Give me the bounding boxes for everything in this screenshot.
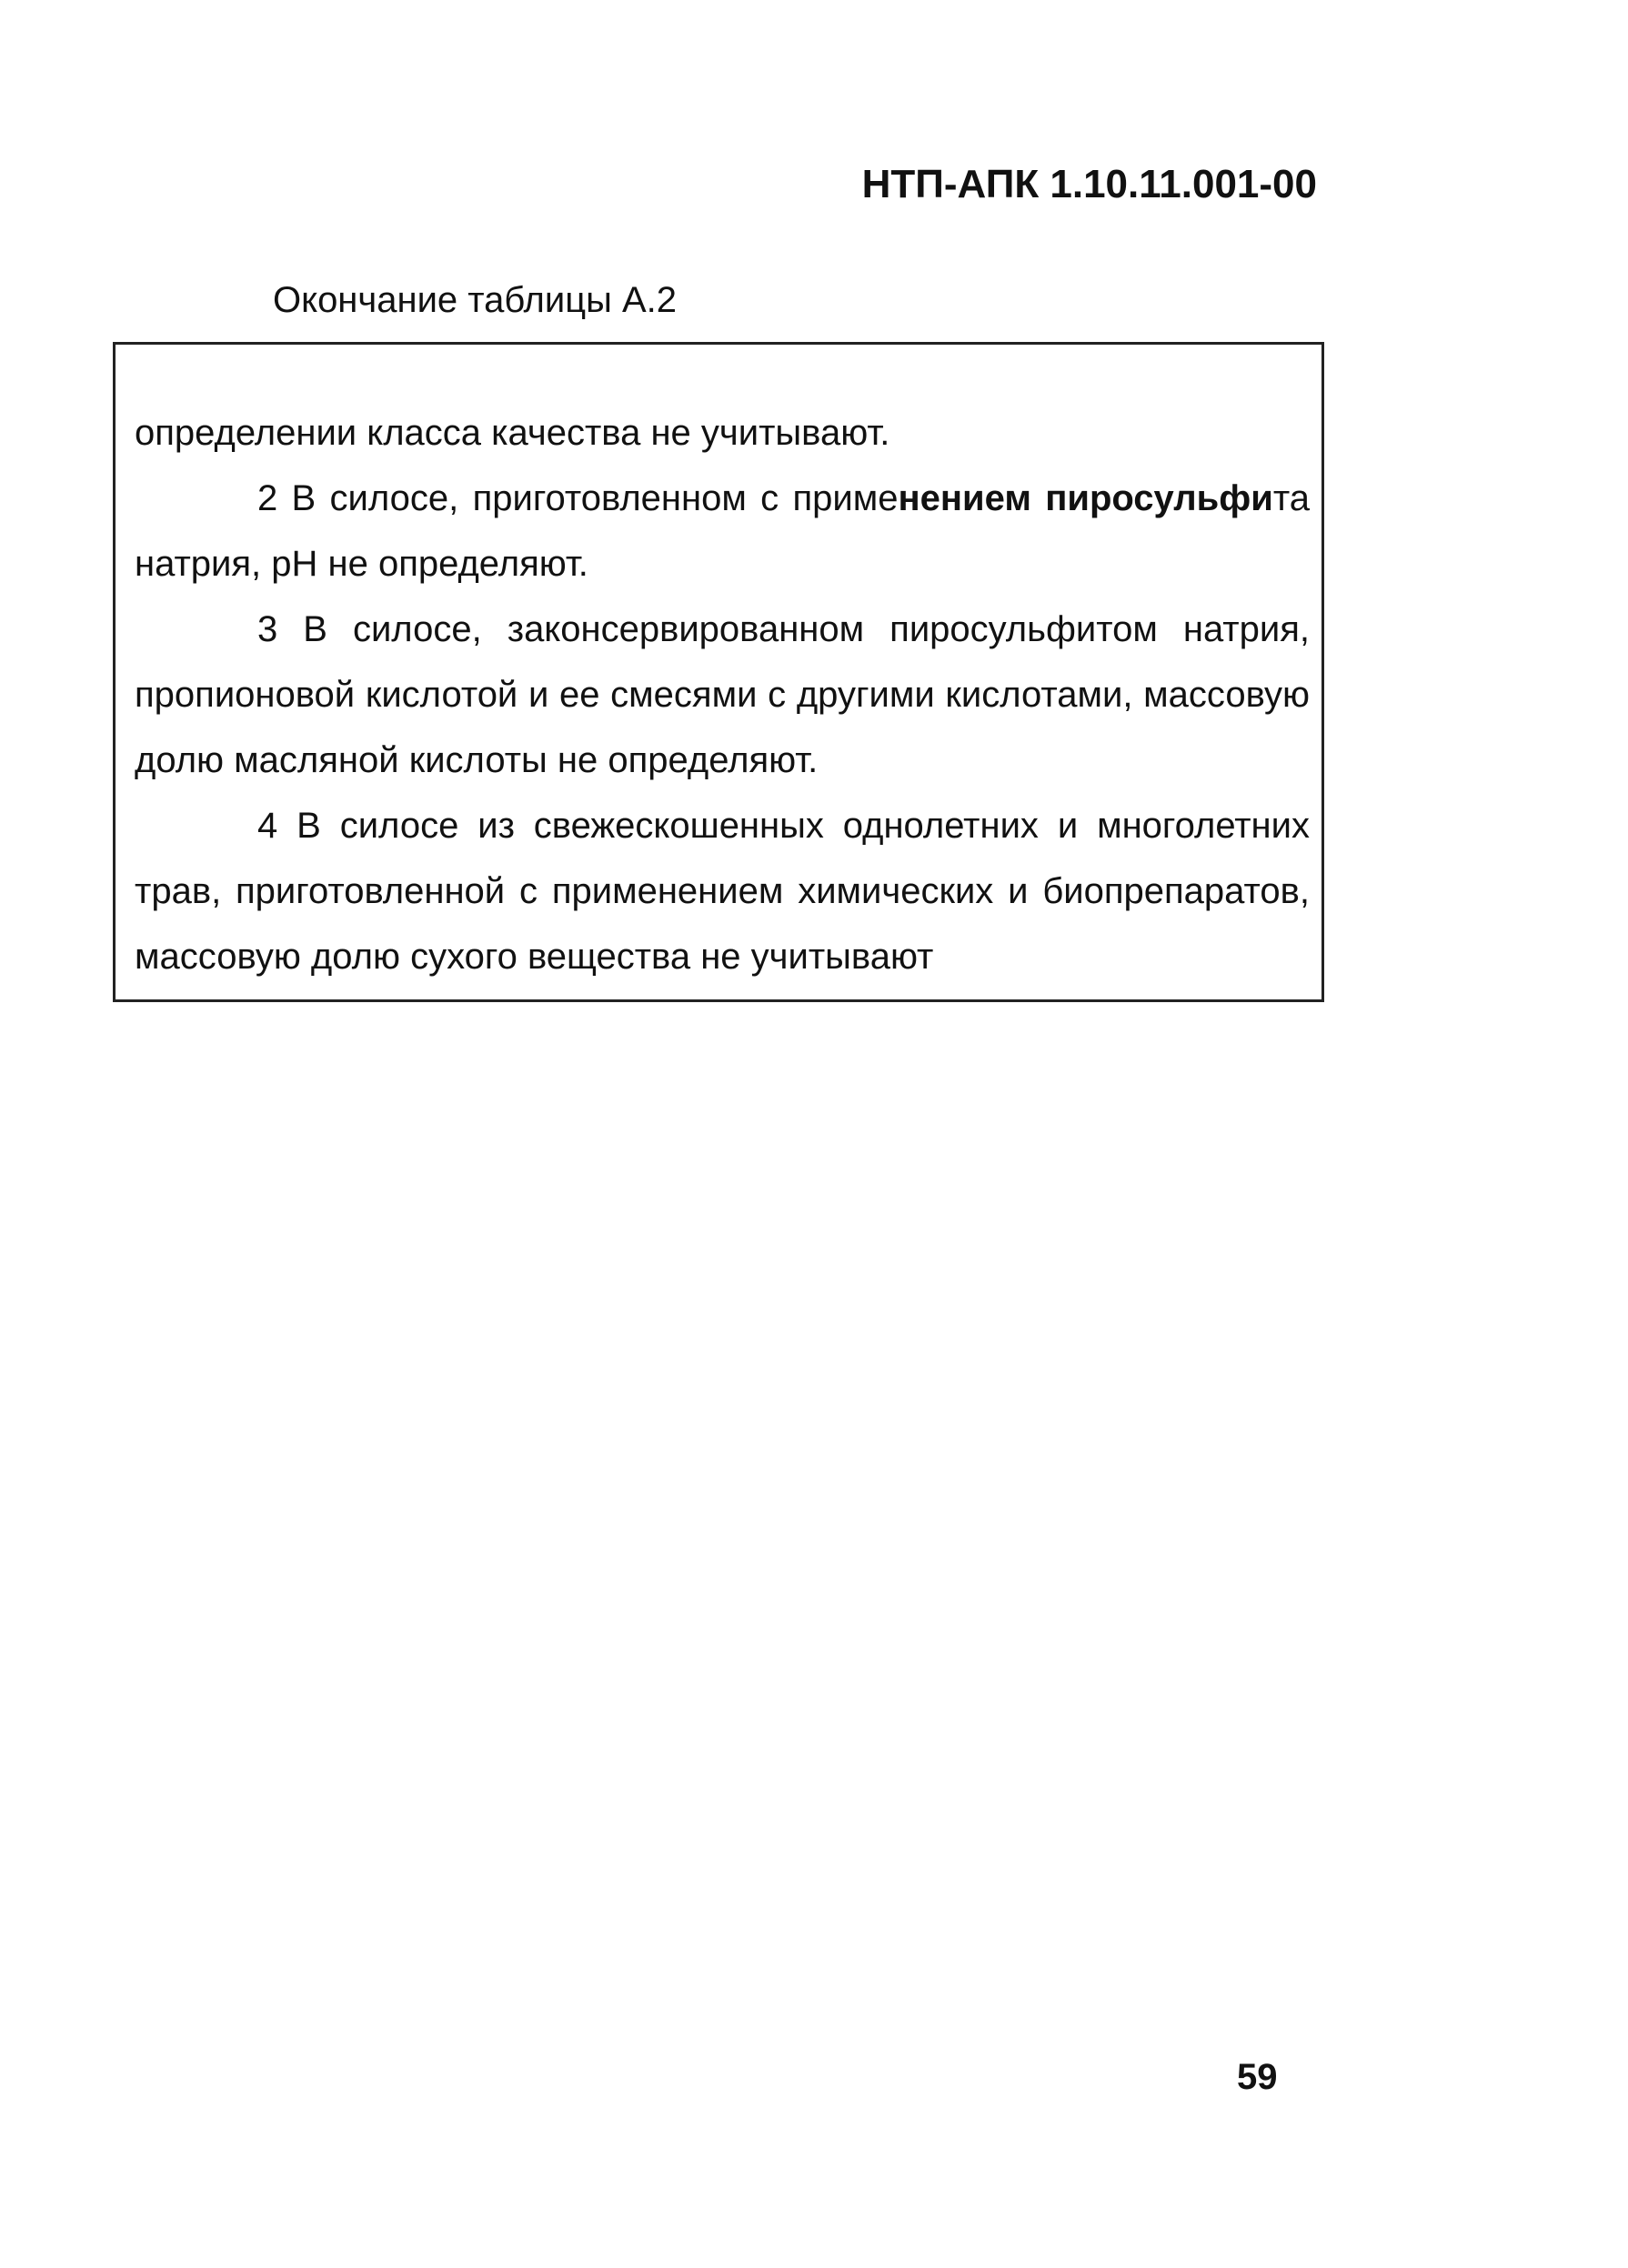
note-2 xyxy=(135,466,1310,597)
note-3: 3 В силосе, законсервированном пиросульфитом натрия, пропионовой кислотой и ее смесями с другими кислотами, массовую долю масляной кислоты не определяют. xyxy=(135,609,1310,780)
note-continuation: определении класса качества не учитывают. xyxy=(135,413,890,453)
note-2-text-start: 2 В силосе, приготовленном с приме xyxy=(257,478,899,518)
page-number: 59 xyxy=(1237,2057,1278,2097)
note-2-text-bold: нением пиросульфи xyxy=(898,478,1273,518)
table-caption: Окончание таблицы А.2 xyxy=(273,280,678,320)
note-4: 4 В силосе из свежескошенных однолетних и многолетних трав, приготовленной с применением химических и биопрепаратов, массовую долю сухого вещества не учитывают xyxy=(135,806,1310,977)
document-code: НТП-АПК 1.10.11.001-00 xyxy=(861,162,1317,206)
table-notes xyxy=(135,400,1310,989)
note-2-text-end: та натрия, рН не определяют. xyxy=(135,478,1310,584)
